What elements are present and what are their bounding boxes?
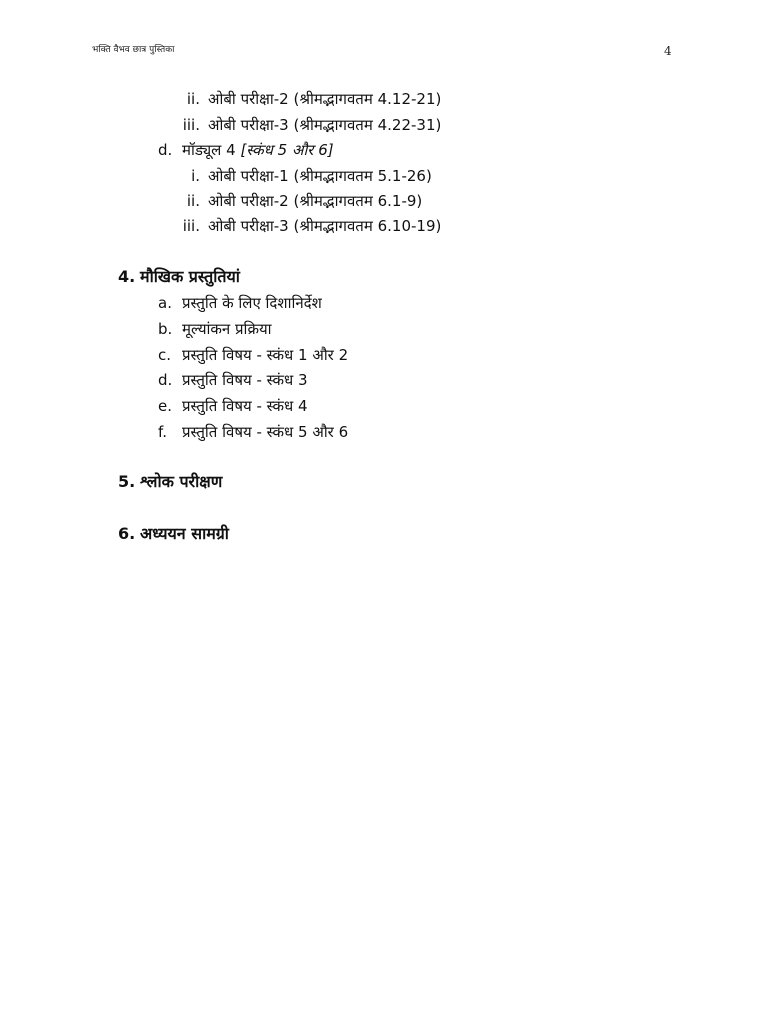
section-6-heading bbox=[118, 521, 229, 547]
list-marker: b. bbox=[158, 320, 173, 338]
list-item-text: प्रस्तुति विषय - स्कंध 5 और 6 bbox=[182, 423, 349, 441]
module-4-note: [स्कंध 5 और 6] bbox=[240, 141, 334, 159]
list-item-text: प्रस्तुति के लिए दिशानिर्देश bbox=[182, 294, 322, 312]
list-item-text: ओबी परीक्षा-1 (श्रीमद्भागवतम 5.1-26) bbox=[208, 167, 432, 185]
list-item-text: मूल्यांकन प्रक्रिया bbox=[182, 320, 272, 338]
list-marker: c. bbox=[158, 346, 172, 364]
section-title: मौखिक प्रस्तुतियां bbox=[140, 267, 240, 286]
list-item-text: प्रस्तुति विषय - स्कंध 3 bbox=[182, 371, 308, 389]
list-item-text: ओबी परीक्षा-2 (श्रीमद्भागवतम 4.12-21) bbox=[208, 90, 442, 108]
list-marker: a. bbox=[158, 294, 172, 312]
module-4-label: मॉड्यूल 4 bbox=[182, 141, 236, 159]
section-5-heading bbox=[118, 469, 222, 495]
list-item-text: ओबी परीक्षा-2 (श्रीमद्भागवतम 6.1-9) bbox=[208, 192, 423, 210]
list-marker: d. bbox=[158, 141, 173, 159]
list-marker: f. bbox=[158, 423, 167, 441]
list-item-text: प्रस्तुति विषय - स्कंध 4 bbox=[182, 397, 308, 415]
list-marker: d. bbox=[158, 371, 173, 389]
section-number: 6. bbox=[118, 524, 136, 543]
list-item-text: ओबी परीक्षा-3 (श्रीमद्भागवतम 6.10-19) bbox=[208, 217, 442, 235]
page-number: 4 bbox=[664, 44, 672, 58]
list-marker: ii. bbox=[186, 90, 200, 108]
section-title: श्लोक परीक्षण bbox=[140, 472, 223, 491]
section-number: 4. bbox=[118, 267, 136, 286]
section-4-heading bbox=[118, 264, 240, 290]
list-marker: iii. bbox=[182, 116, 200, 134]
section-title: अध्ययन सामग्री bbox=[140, 524, 229, 543]
module-4-label-group bbox=[182, 138, 334, 162]
list-marker: ii. bbox=[186, 192, 200, 210]
list-item-text: प्रस्तुति विषय - स्कंध 1 और 2 bbox=[182, 346, 349, 364]
list-marker: iii. bbox=[182, 217, 200, 235]
page-header-title: भक्ति वैभव छात्र पुस्तिका bbox=[92, 45, 175, 55]
list-marker: e. bbox=[158, 397, 172, 415]
list-item-text: ओबी परीक्षा-3 (श्रीमद्भागवतम 4.22-31) bbox=[208, 116, 442, 134]
list-marker: i. bbox=[191, 167, 200, 185]
section-number: 5. bbox=[118, 472, 136, 491]
